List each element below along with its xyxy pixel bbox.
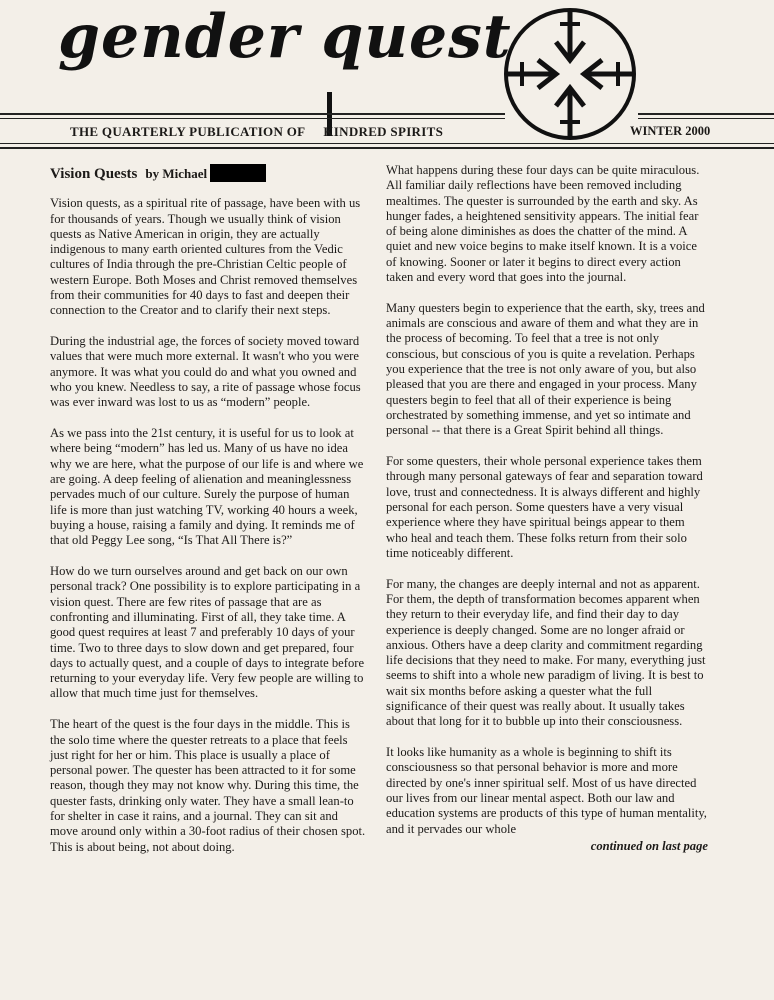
- article-paragraph: Many questers begin to experience that the earth, sky, trees and animals are conscious and aware of them and what they are in the process of becoming. To feel that a tree is not only conscious, but conscious of you is quite a revelation. Perhaps you experience that the tree is not only aware of you, but also pleased that you are there and engaged in your process. Many questers begin to feel that all of their experience is being orchestrated by something immense, and yet so intimate and personal -- that there is a Great Spirit behind all things.: [386, 300, 705, 438]
- article-paragraph: The heart of the quest is the four days in the middle. This is the solo time where the quester retreats to a place that feels just right for her or him. This place is usually a place of personal power. The quester has been attracted to it for some reason, though they may not know why. During this time, the quester fasts, drinking only water. They have a small lean-to for shelter in case it rains, and a journal. They can sit and move around only within a 30-foot radius of their chosen spot. This is about being, not about doing.: [50, 717, 366, 854]
- article-paragraph: Vision quests, as a spiritual rite of passage, have been with us for thousands of years. Though we usually think of vision quests as Native American in origin, they are actually indigenous to many earth oriented cultures from the Vedic cultures of India through the pre-Christian Celtic people of western Europe. Both Moses and Christ removed themselves from their communities for 40 days to fast and deepen their connection to the Creator and to clarify their next steps.: [50, 196, 361, 318]
- masthead: [0, 0, 774, 150]
- article-headline: [50, 164, 368, 182]
- masthead-rule-bottom: [0, 147, 774, 149]
- article-column-right: [386, 163, 708, 855]
- masthead-subtitle: [70, 124, 443, 140]
- masthead-rule-top-right-thin: [638, 118, 774, 119]
- article-paragraph: What happens during these four days can be quite miraculous. All familiar daily reflections have been removed including mealtimes. The quester is surrounded by the earth and sky. As hunger fades, a heightened sensitivity appears. The initial fear of being alone diminishes as does the chatter of the mind. A quiet and new voice begins to make itself known. It is a voice of knowing. Sooner or later it begins to direct every action taken and every word that goes into the journal.: [386, 163, 700, 285]
- organization-name: KINDRED SPIRITS: [323, 124, 444, 139]
- issue-date: WINTER 2000: [630, 124, 711, 138]
- article-paragraph: It looks like humanity as a whole is beginning to shift its consciousness so that personal behavior is more and more directed by one's inner spiritual self. Most of us have directed our lives from our linear mental aspect. Both our law and education systems are products of this type of human mentality, and it pervades our whole: [386, 745, 707, 836]
- four-arrows-circle-icon: [500, 4, 640, 144]
- article-paragraph: During the industrial age, the forces of society moved toward values that were much more external. It wasn't who you were anymore. It was what you could do and what you owned and who you knew. Needless to say, a rite of passage whose focus was ever inward was lost to us as “modern” people.: [50, 334, 361, 410]
- masthead-rule-bottom-thin: [0, 143, 774, 144]
- article-paragraph: For some questers, their whole personal experience takes them through many personal gateways of fear and separation toward love, trust and connectedness. It is always different and highly personal for each person. Some questers have a very visual experience where they have spiritual beings appear to them who heal and teach them. These folks return from their solo time noticeably different.: [386, 454, 703, 560]
- publication-label: THE QUARTERLY PUBLICATION OF: [70, 124, 306, 139]
- masthead-title: gender quest: [58, 2, 512, 72]
- continued-note: continued on last page: [590, 839, 708, 854]
- article-title: Vision Quests: [50, 166, 138, 182]
- masthead-rule-top-right: [638, 113, 774, 115]
- masthead-rule-top: [0, 113, 505, 115]
- masthead-rule-top-thin: [0, 118, 505, 119]
- article-paragraph: How do we turn ourselves around and get back on our own personal track? One possibility is to explore participating in a vision quest. There are few rites of passage that are as confronting and illuminating. First of all, they take time. A good quest requires at least 7 and preferably 10 days of your time. Two to three days to slow down and get prepared, four days to actually quest, and a couple of days to integrate before returning to your everyday life. Very few people are willing to allow that much time just for themselves.: [50, 564, 365, 701]
- redacted-name: [210, 164, 266, 182]
- article-byline: by Michael: [145, 166, 208, 181]
- article-paragraph: As we pass into the 21st century, it is useful for us to look at where being “modern” has led us. Many of us have no idea why we are here, what the purpose of our life is and where we are going. A deep feeling of alienation and meaninglessness pervades much of our culture. Surely the purpose of human life is more than just watching TV, working 40 hours a week, buying a house, raising a family and dying. It reminds me of that old Peggy Lee song, “Is That All There is?”: [50, 426, 364, 548]
- article-column-left: [50, 160, 368, 870]
- article-paragraph: For many, the changes are deeply internal and not as apparent. For them, the depth of transformation becomes apparent when they return to their everyday life, and find their day to day experience is deeply changed. Some are no longer afraid or anxious. Others have a deep clarity and commitment regarding life decisions that they need to make. For many, everything just seems to shift into a whole new paradigm of living. It is best to wait six months before asking a quester what the full significance of their quest was really about. It usually takes about that long for it to bubble up into their consciousness.: [386, 576, 706, 729]
